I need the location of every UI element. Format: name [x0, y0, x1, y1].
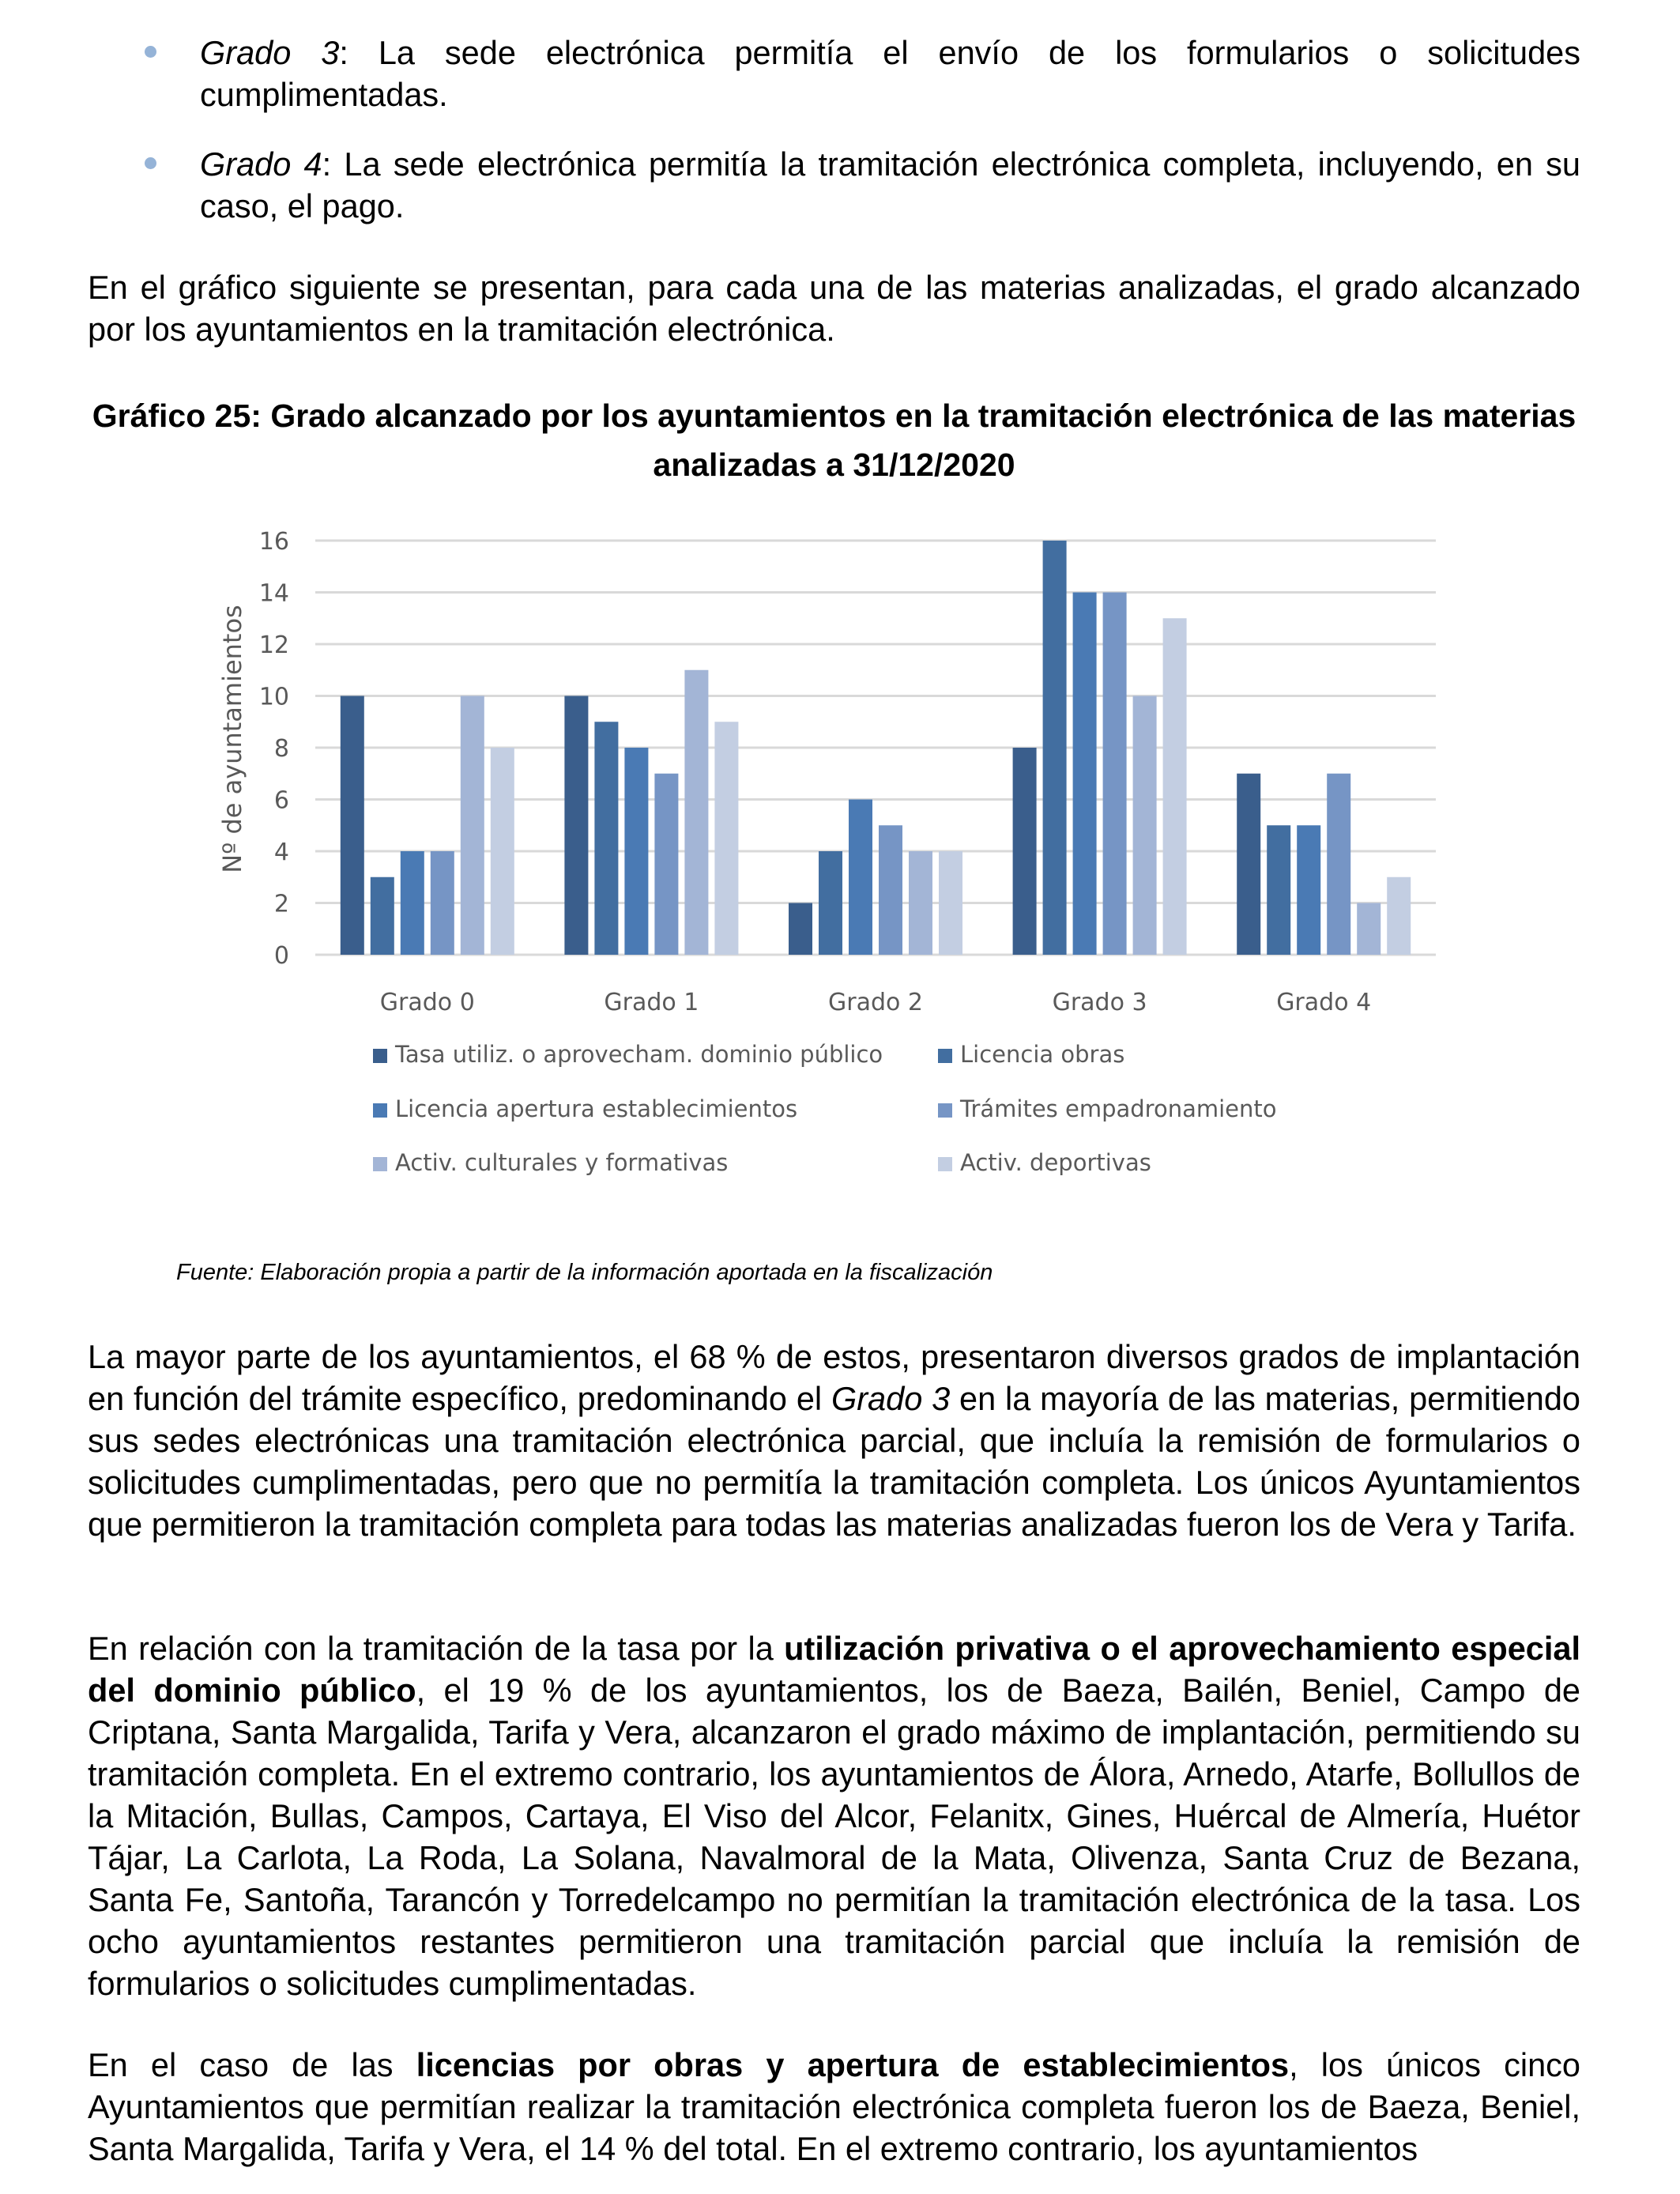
chart-source: Fuente: Elaboración propia a partir de la información aportada en la fiscalización [176, 1260, 993, 1285]
bar [401, 851, 424, 955]
bar [1297, 825, 1320, 955]
emphasis-grado-3: Grado 3 [831, 1380, 951, 1417]
bullet-label: Grado 3 [200, 34, 340, 71]
y-tick-label: 14 [258, 579, 289, 608]
bar [789, 903, 812, 956]
legend-swatch-icon [373, 1049, 387, 1063]
legend-label: Trámites empadronamiento [960, 1095, 1277, 1122]
bullet-label: Grado 4 [200, 145, 322, 183]
legend-item [373, 1040, 883, 1069]
bullet-text: : La sede electrónica permitía la tramitación electrónica completa, incluyendo, en su caso, el pago. [200, 145, 1581, 224]
bar [939, 851, 962, 955]
bar [371, 877, 394, 955]
bar [491, 748, 514, 955]
y-tick-label: 16 [258, 528, 289, 556]
intro-paragraph: En el gráfico siguiente se presentan, para cada una de las materias analizadas, el grado alcanzado por los ayuntamientos en la tramitación electrónica. [88, 269, 1580, 348]
bar [624, 748, 648, 955]
chart-title: Gráfico 25: Grado alcanzado por los ayuntamientos en la tramitación electrónica de las materias analizadas a 31/12/2020 [92, 398, 1576, 483]
bar [594, 722, 618, 955]
legend-item [938, 1095, 1277, 1123]
x-category-label: Grado 2 [828, 989, 923, 1016]
legend-item [938, 1040, 1124, 1069]
paragraph-tasa-dominio-publico: En relación con la tramitación de la tasa por la utilización privativa o el aprovechamiento especial del dominio público, el 19 % de los ayuntamientos, los de Baeza, Bailén, Beniel, Campo de Criptana, Santa Margalida, Tarifa y Vera, alcanzaron el grado máximo de implantación, permitiendo su tramitación completa. En el extremo contrario, los ayuntamientos de Álora, Arnedo, Atarfe, Bollullos de la Mitación, Bullas, Campos, Cartaya, El Viso del Alcor, Felanitx, Gines, Huércal de Almería, Huétor Tájar, La Carlota, La Roda, La Solana, Navalmoral de la Mata, Olivenza, Santa Cruz de Bezana, Santa Fe, Santoña, Tarancón y Torredelcampo no permitían la tramitación electrónica de la tasa. Los ocho ayuntamientos restantes permitieron una tramitación parcial que incluía la remisión de formularios o solicitudes cumplimentadas. [88, 1630, 1581, 2002]
bar [879, 825, 902, 955]
bar [1103, 593, 1127, 956]
bar [1163, 618, 1187, 955]
y-tick-label: 2 [273, 890, 289, 918]
y-tick-label: 12 [258, 631, 289, 659]
y-tick-label: 10 [258, 683, 289, 711]
bar [564, 696, 588, 956]
bar [909, 851, 932, 955]
paragraph-licencias-obras: En el caso de las licencias por obras y apertura de establecimientos, los únicos cinco Ayuntamientos que permitían realizar la tramitación electrónica completa fueron los de Baeza, Beniel, Santa Margalida, Tarifa y Vera, el 14 % del total. En el extremo contrario, los ayuntamientos [88, 2046, 1580, 2167]
bar [849, 800, 872, 956]
legend-swatch-icon [938, 1103, 952, 1118]
bar [1267, 825, 1290, 955]
x-category-label: Grado 1 [604, 989, 699, 1016]
bar [341, 696, 364, 956]
bar [461, 696, 484, 956]
bold-utilizacion-privativa: utilización privativa o el aprovechamiento especial del dominio público [88, 1630, 1581, 1709]
bar [1387, 877, 1411, 955]
legend-swatch-icon [938, 1049, 952, 1063]
legend-item [373, 1148, 728, 1177]
bar [1013, 748, 1037, 955]
bullet-text: : La sede electrónica permitía el envío de los formularios o solicitudes cumplimentadas. [200, 34, 1580, 113]
bold-licencias-obras-apertura: licencias por obras y apertura de establecimientos [416, 2046, 1290, 2083]
x-category-label: Grado 3 [1052, 989, 1147, 1016]
legend-item [373, 1095, 797, 1123]
y-tick-label: 4 [273, 839, 289, 866]
y-tick-label: 6 [273, 786, 289, 815]
legend-label: Activ. deportivas [960, 1149, 1151, 1176]
y-axis-title: Nº de ayuntamientos [217, 605, 247, 873]
bar [684, 670, 708, 955]
bar [1133, 696, 1157, 956]
x-category-label: Grado 4 [1276, 989, 1372, 1016]
y-tick-label: 0 [273, 942, 289, 970]
bar [654, 774, 678, 955]
x-axis-labels [380, 989, 1371, 1016]
bar [1073, 593, 1097, 956]
paragraph-mayor-parte: La mayor parte de los ayuntamientos, el 68 % de estos, presentaron diversos grados de implantación en función del trámite específico, predominando el Grado 3 en la mayoría de las materias, permitiendo sus sedes electrónicas una tramitación electrónica parcial, que incluía la remisión de formularios o solicitudes cumplimentadas, pero que no permitía la tramitación completa. Los únicos Ayuntamientos que permitieron la tramitación completa para todas las materias analizadas fueron los de Vera y Tarifa. [88, 1338, 1581, 1543]
bar [431, 851, 454, 955]
legend-swatch-icon [938, 1157, 952, 1171]
y-tick-label: 8 [273, 735, 289, 763]
legend-label: Activ. culturales y formativas [395, 1149, 729, 1176]
legend-item [938, 1148, 1151, 1177]
legend-swatch-icon [373, 1157, 387, 1171]
y-axis-ticks [259, 528, 289, 970]
bar [819, 851, 842, 955]
bar [1327, 774, 1350, 955]
legend-label: Tasa utiliz. o aprovecham. dominio público [395, 1041, 883, 1068]
bar [1357, 903, 1381, 956]
legend-swatch-icon [373, 1103, 387, 1118]
legend-label: Licencia obras [960, 1041, 1125, 1068]
x-category-label: Grado 0 [379, 989, 475, 1016]
bar [1043, 541, 1067, 955]
legend-label: Licencia apertura establecimientos [395, 1095, 798, 1122]
bar [714, 722, 738, 955]
bar [1237, 774, 1260, 955]
